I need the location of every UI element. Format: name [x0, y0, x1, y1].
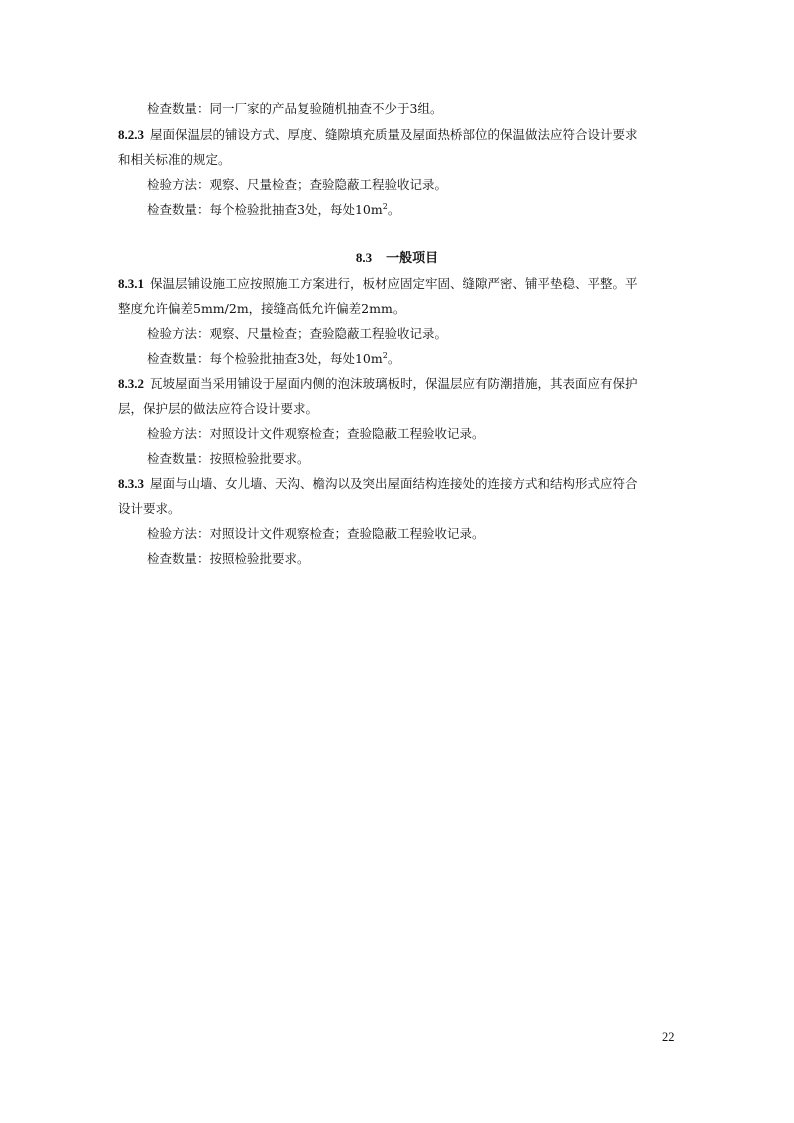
clause-8-3-3 — [118, 476, 638, 492]
clause-number: 8.3.2 — [118, 376, 144, 391]
line-text: 层，保护层的做法应符合设计要求。 — [118, 401, 319, 416]
line-text: 检验方法：对照设计文件观察检查；查验隐蔽工程验收记录。 — [147, 526, 485, 541]
superscript: 2 — [382, 202, 388, 211]
clause-text: 屋面保温层的铺设方式、厚度、缝隙填充质量及屋面热桥部位的保温做法应符合设计要求 — [150, 127, 638, 142]
inspection-quantity-line — [147, 101, 442, 117]
clause-number: 8.2.3 — [118, 127, 144, 142]
line-text: 整度允许偏差5mm/2m，接缝高低允许偏差2mm。 — [118, 301, 406, 316]
inspection-method-line — [147, 177, 447, 193]
line-text: 检查数量：按照检验批要求。 — [147, 451, 310, 466]
section-heading — [0, 250, 794, 267]
clause-number: 8.3.3 — [118, 476, 144, 491]
clause-continuation — [118, 401, 318, 417]
clause-continuation — [118, 301, 405, 317]
clause-8-2-3 — [118, 127, 638, 143]
line-text: 检验方法：观察、尺量检查；查验隐蔽工程验收记录。 — [147, 326, 448, 341]
inspection-method-line — [147, 326, 447, 342]
clause-number: 8.3.1 — [118, 276, 144, 291]
line-text: 检验方法：对照设计文件观察检查；查验隐蔽工程验收记录。 — [147, 426, 485, 441]
clause-continuation — [118, 501, 181, 517]
line-text: 检查数量：按照检验批要求。 — [147, 551, 310, 566]
inspection-quantity-line — [147, 551, 310, 567]
inspection-method-line — [147, 426, 485, 442]
line-text: 设计要求。 — [118, 501, 181, 516]
inspection-quantity-line — [147, 451, 310, 467]
inspection-quantity-line — [147, 202, 400, 218]
line-text-tail: 。 — [387, 202, 401, 217]
inspection-quantity-line — [147, 351, 400, 367]
page-number: 22 — [662, 1030, 675, 1044]
clause-text: 瓦坡屋面当采用铺设于屋面内侧的泡沫玻璃板时，保温层应有防潮措施，其表面应有保护 — [150, 376, 638, 391]
line-text: 检查数量：每个检验批抽查3处，每处10m — [147, 202, 383, 217]
clause-8-3-1 — [118, 276, 638, 292]
line-text: 检验方法：观察、尺量检查；查验隐蔽工程验收记录。 — [147, 177, 448, 192]
section-number: 8.3 — [355, 250, 373, 265]
clause-8-3-2 — [118, 376, 638, 392]
inspection-method-line — [147, 526, 485, 542]
clause-text: 屋面与山墙、女儿墙、天沟、檐沟以及突出屋面结构连接处的连接方式和结构形式应符合 — [150, 476, 638, 491]
line-text: 和相关标准的规定。 — [118, 152, 231, 167]
line-text-tail: 。 — [387, 351, 401, 366]
line-text: 检查数量：同一厂家的产品复验随机抽查不少于3组。 — [147, 101, 443, 116]
clause-text: 保温层铺设施工应按照施工方案进行，板材应固定牢固、缝隙严密、铺平垫稳、平整。平 — [150, 276, 638, 291]
superscript: 2 — [382, 351, 388, 360]
section-title: 一般项目 — [386, 251, 439, 266]
line-text: 检查数量：每个检验批抽查3处，每处10m — [147, 351, 383, 366]
clause-continuation — [118, 152, 231, 168]
